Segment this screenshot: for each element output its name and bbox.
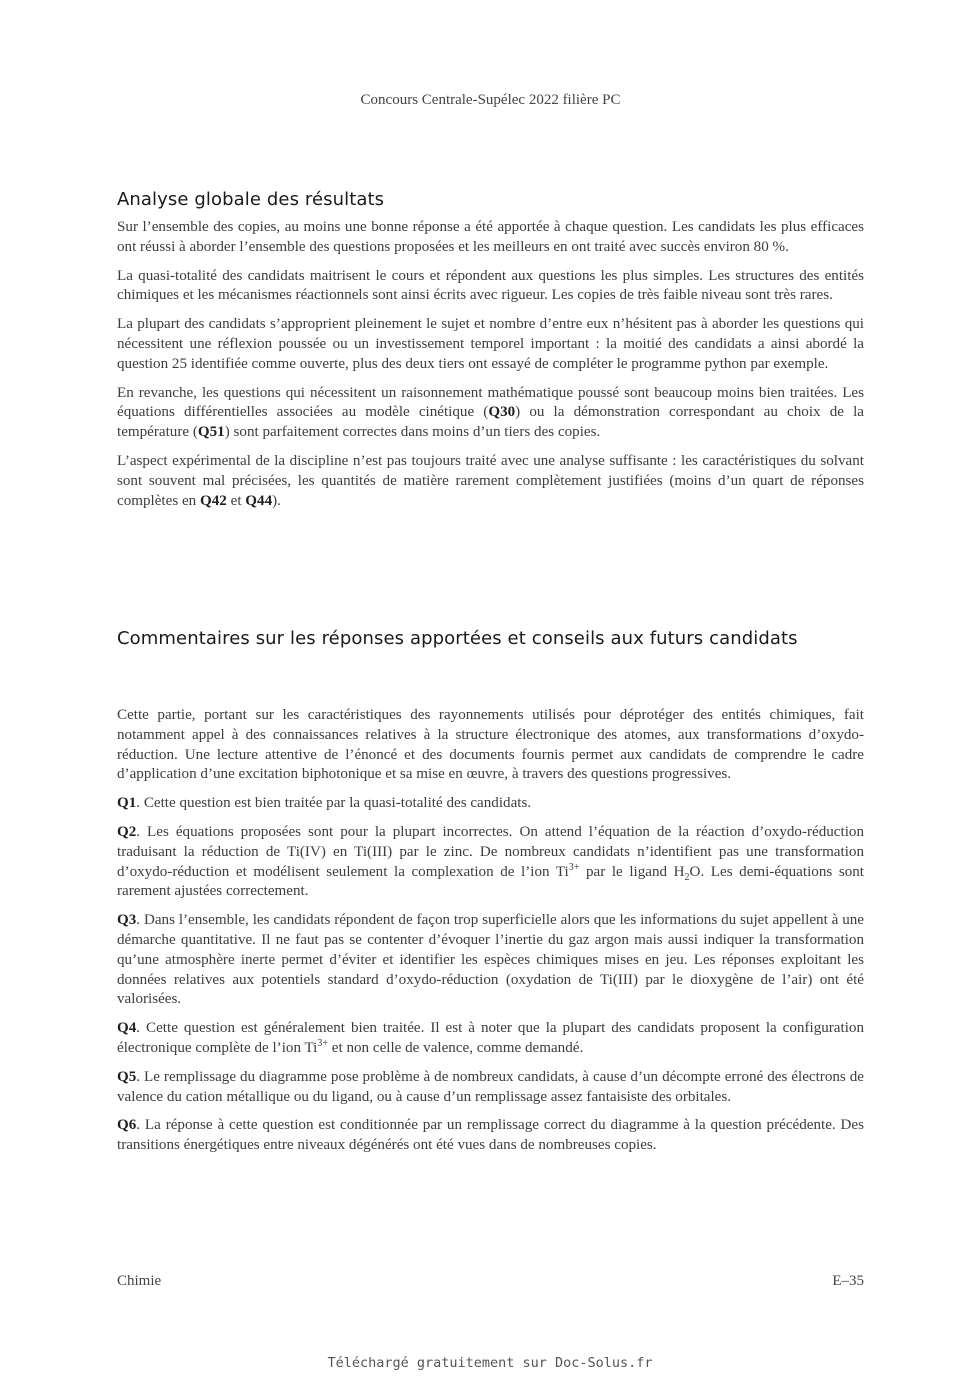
paragraph [117, 384, 864, 443]
superscript: 3+ [317, 1037, 329, 1049]
paragraph: Sur l’ensemble des copies, au moins une bonne réponse a été apportée à chaque question. Les candidats les plus efficaces ont réussi à aborder l’ensemble des questions proposées et les meilleurs en ont traité avec succès environ 80 %. [117, 219, 864, 255]
text-run: ) sont parfaitement correctes dans moins d’un tiers des copies. [224, 424, 601, 441]
question-label: Q3 [117, 912, 137, 929]
paragraph: Cette partie, portant sur les caractéristiques des rayonnements utilisés pour déprotéger des entités chimiques, fait notamment appel à des connaissances relatives à la structure électronique des atomes, aux transformations d’oxydo-réduction. Une lecture attentive de l’énoncé et des documents fournis permet aux candidats de comprendre le cadre d’application d’une excitation biphotonique et sa mise en œuvre, à travers des questions progressives. [117, 707, 864, 783]
question-ref: Q30 [488, 404, 516, 421]
text-run: ) ou la démonstration correspondant au choix de la température ( [117, 404, 864, 441]
text-run: . Les équations proposées sont pour la plupart incorrectes. On attend l’équation de la réaction d’oxydo-réduction traduisant la réduction de Ti(IV) en Ti(III) par le zinc. De nombreux candidats n’identifient pas une transformation d’oxydo-réduction et modélisent seulement la complexation de l’ion Ti [117, 823, 864, 880]
question-comment [117, 1068, 864, 1108]
superscript: 3+ [568, 861, 580, 873]
question-ref: Q44 [245, 492, 273, 509]
text-run: L’aspect expérimental de la discipline n’est pas toujours traité avec une analyse suffisante : les caractéristiques du solvant sont souvent mal précisées, les quantités de matière rarement complètement justifiées (moins d’un quart de réponses complètes en [117, 452, 864, 509]
question-label: Q5 [117, 1068, 137, 1085]
subscript: 2 [684, 871, 690, 883]
question-label: Q1 [117, 795, 137, 812]
text-run: . Cette question est généralement bien traitée. Il est à noter que la plupart des candidats proposent la configuration électronique complète de l’ion Ti [117, 1020, 864, 1056]
section-analyse-body [117, 218, 864, 520]
question-label: Q2 [117, 823, 137, 840]
section-title-commentaires: Commentaires sur les réponses apportées et conseils aux futurs candidats [117, 628, 798, 649]
section-commentaires-body [117, 706, 864, 1165]
question-ref: Q42 [200, 492, 227, 509]
question-comment [117, 911, 864, 1010]
document-page [117, 0, 864, 1386]
text-run: En revanche, les questions qui nécessitent un raisonnement mathématique poussé sont beaucoup moins bien traitées. Les équations différentielles associées au modèle cinétique ( [117, 384, 864, 421]
text-run: . La réponse à cette question est conditionnée par un remplissage correct du diagramme à la question précédente. Des transitions énergétiques entre niveaux dégénérés ont été vues dans de nombreuses copies. [117, 1117, 864, 1154]
paragraph: La plupart des candidats s’approprient pleinement le sujet et nombre d’entre eux n’hésitent pas à aborder les questions qui nécessitent une réflexion poussée ou un investissement temporel important : la moitié des candidats a ainsi abordé la question 25 identifiée comme ouverte, plus des deux tiers ont essayé de compléter le programme python par exemple. [117, 316, 864, 372]
text-run: ). [272, 492, 281, 509]
download-watermark: Téléchargé gratuitement sur Doc-Solus.fr [327, 1355, 653, 1371]
footer-subject: Chimie [117, 1273, 162, 1289]
question-ref: Q51 [197, 424, 225, 441]
text-run: et non celle de valence, comme demandé. [328, 1039, 584, 1056]
footer-page-number: E–35 [832, 1273, 864, 1289]
text-run: . Dans l’ensemble, les candidats répondent de façon trop superficielle alors que les informations du sujet appellent à une démarche quantitative. Il ne faut pas se contenter d’évoquer l’inertie du gaz argon mais aussi indiquer la transformation qu’une atmosphère inerte permet d’éviter et identifier les espèces chimiques mises en jeu. Les réponses exploitant les données relatives aux potentiels standard d’oxydo-réduction (oxydation de Ti(III) par le dioxygène de l’air) ont été valorisées. [117, 912, 864, 1008]
running-header: Concours Centrale-Supélec 2022 filière PC [360, 92, 621, 108]
question-label: Q4 [117, 1020, 137, 1037]
question-comment [117, 794, 864, 814]
text-run: O. Les demi-équations sont rarement ajustées correctement. [117, 863, 864, 900]
question-label: Q6 [117, 1117, 137, 1134]
paragraph [117, 452, 864, 511]
question-comment [117, 823, 864, 902]
text-run: et [226, 492, 246, 509]
text-run: . Le remplissage du diagramme pose problème à de nombreux candidats, à cause d’un décompte erroné des électrons de valence du cation métallique ou du ligand, ou à cause d’un remplissage assez fantaisiste des orbitales. [117, 1068, 864, 1105]
question-comment [117, 1116, 864, 1156]
section-title-analyse: Analyse globale des résultats [117, 189, 385, 210]
text-run: . Cette question est bien traitée par la quasi-totalité des candidats. [136, 795, 532, 812]
text-run: par le ligand H [579, 863, 685, 880]
question-comment [117, 1019, 864, 1059]
paragraph: La quasi-totalité des candidats maitrisent le cours et répondent aux questions les plus simples. Les structures des entités chimiques et les mécanismes réactionnels sont ainsi écrits avec rigueur. Les copies de très faible niveau sont très rares. [117, 267, 864, 304]
